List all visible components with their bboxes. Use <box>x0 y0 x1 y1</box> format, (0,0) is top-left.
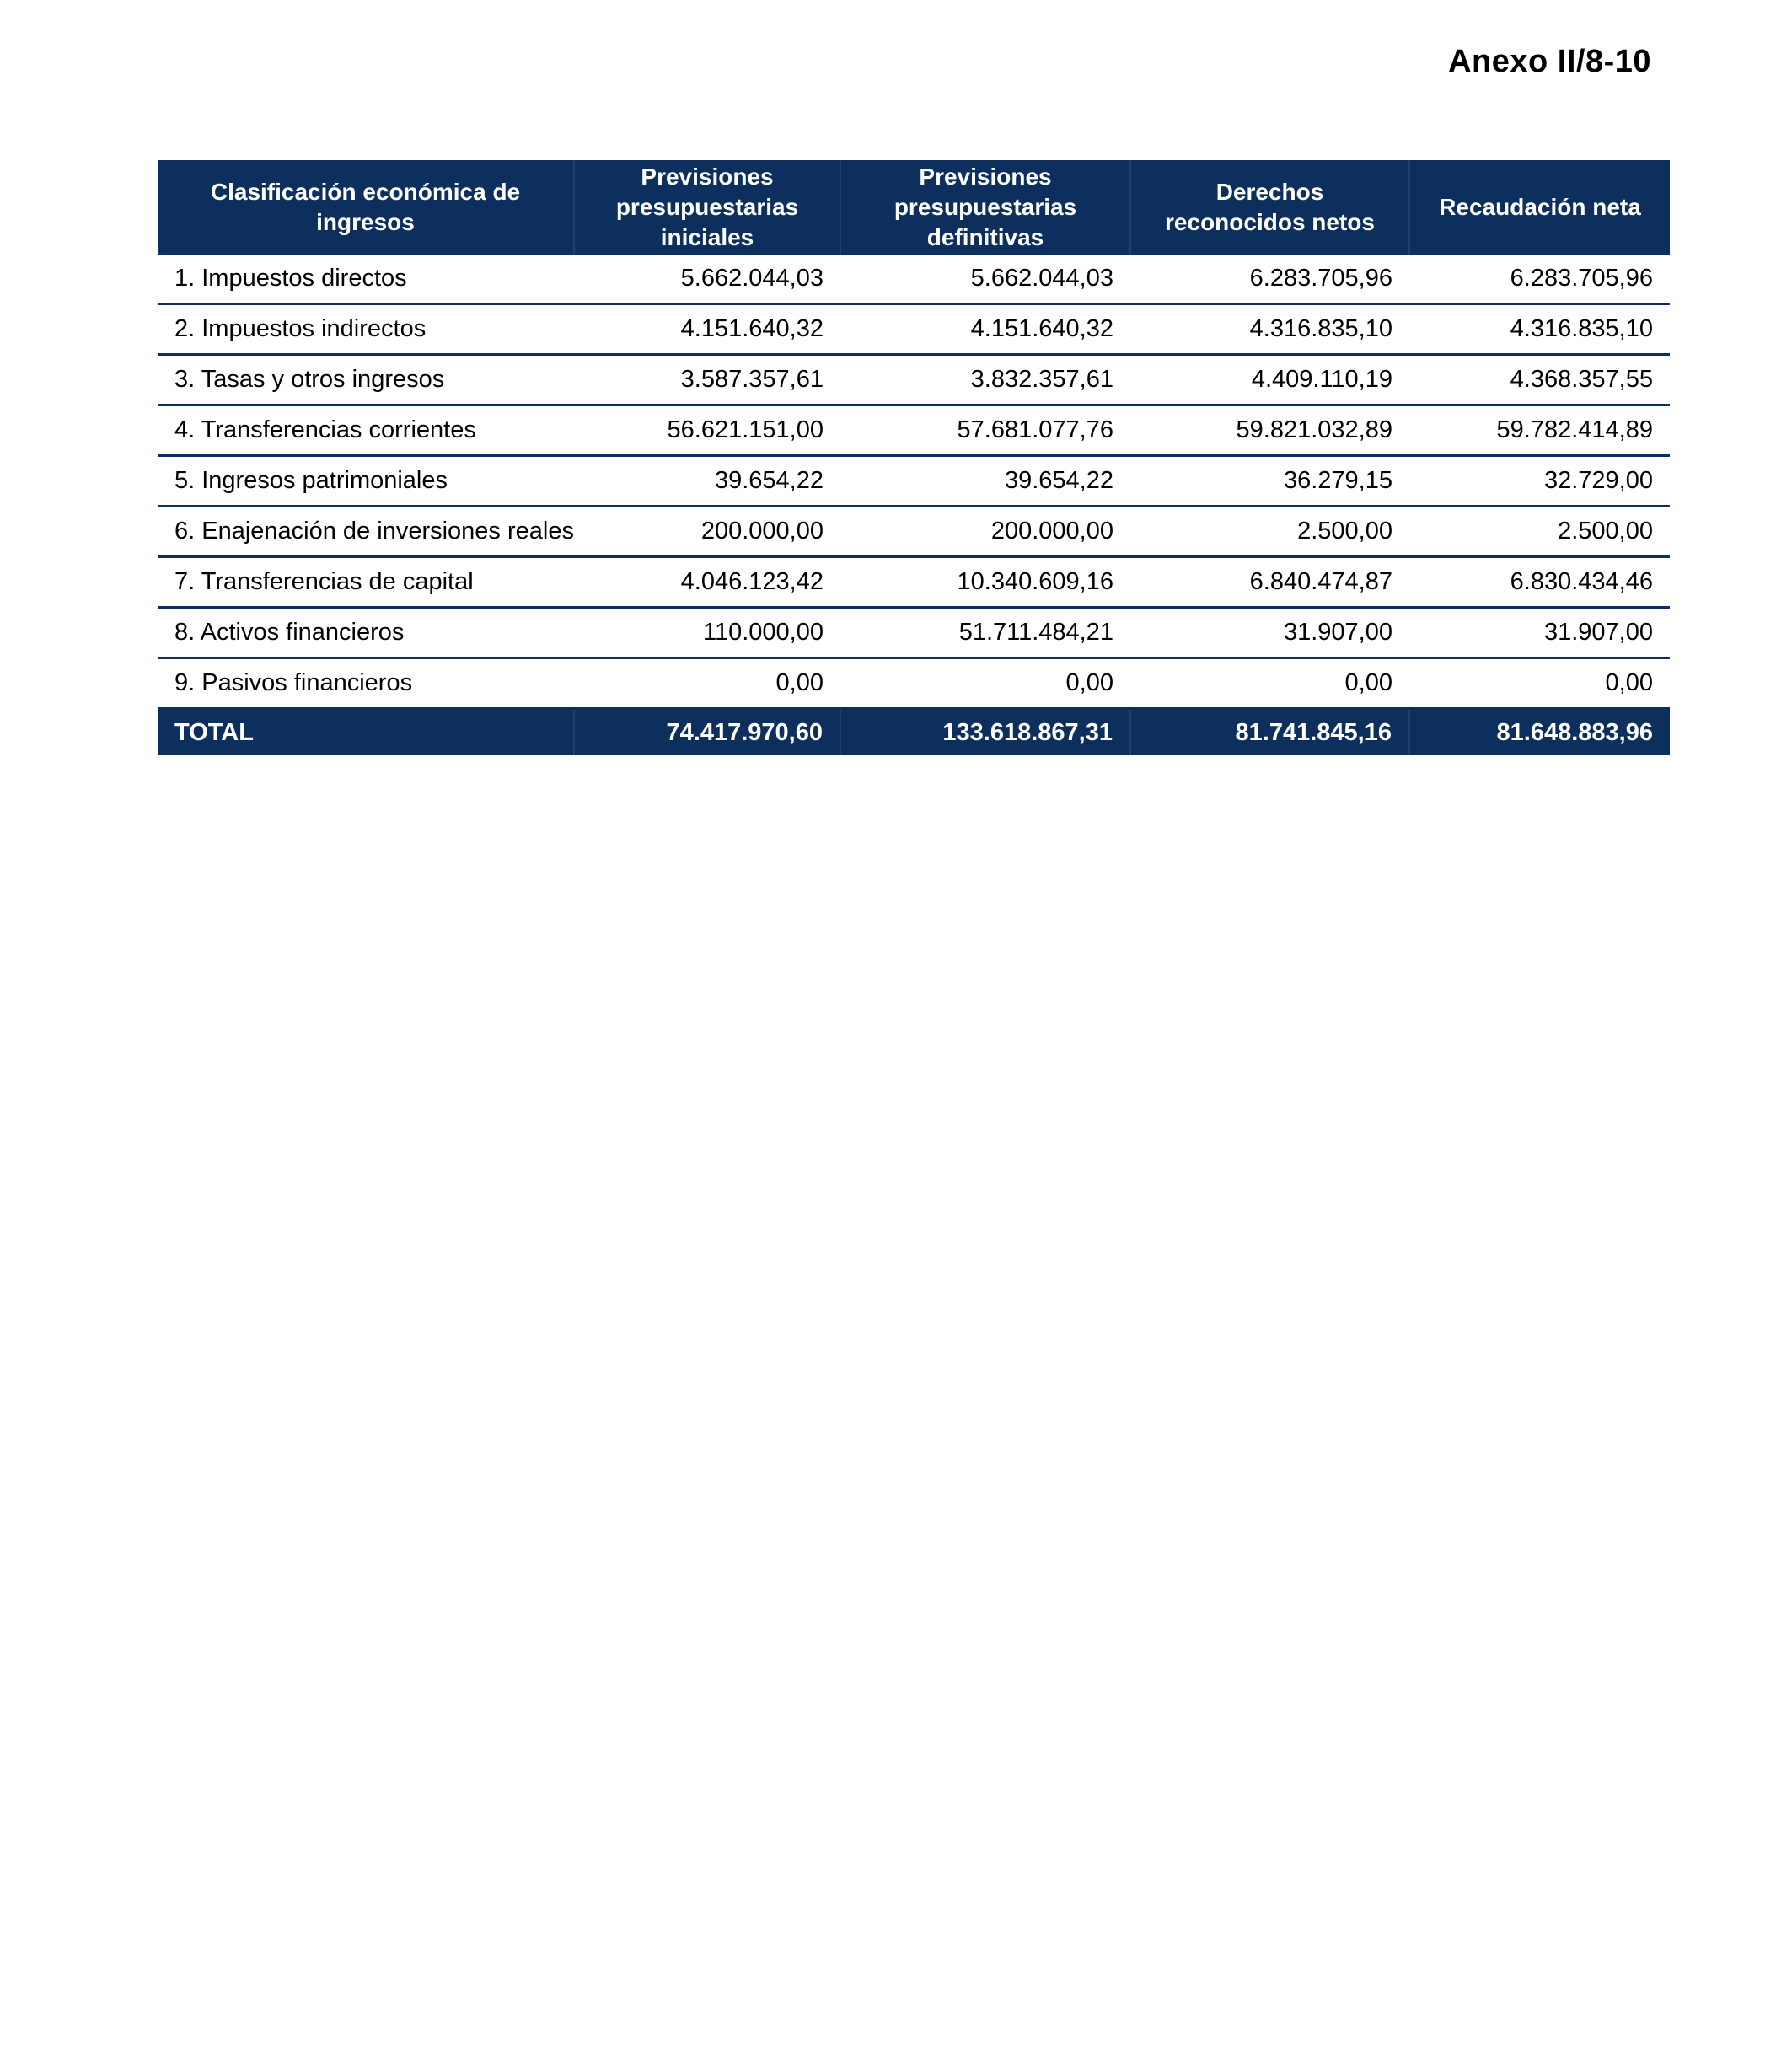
cell-recognized: 59.821.032,89 <box>1130 405 1409 456</box>
header-classification: Clasificación económica de ingresos <box>158 160 574 255</box>
total-final: 133.618.867,31 <box>840 709 1130 756</box>
cell-collection: 59.782.414,89 <box>1409 405 1670 456</box>
cell-collection: 31.907,00 <box>1409 608 1670 658</box>
cell-initial: 39.654,22 <box>574 456 840 507</box>
cell-final: 10.340.609,16 <box>840 557 1130 608</box>
cell-collection: 4.316.835,10 <box>1409 304 1670 355</box>
cell-collection: 4.368.357,55 <box>1409 355 1670 405</box>
cell-collection: 6.283.705,96 <box>1409 255 1670 304</box>
row-label: 3. Tasas y otros ingresos <box>158 355 574 405</box>
total-label: TOTAL <box>158 709 574 756</box>
cell-collection: 32.729,00 <box>1409 456 1670 507</box>
table-row <box>158 456 1670 507</box>
table-row <box>158 304 1670 355</box>
row-label: 1. Impuestos directos <box>158 255 574 304</box>
header-final-forecasts: Previsiones presupuestarias definitivas <box>840 160 1130 255</box>
row-label: 2. Impuestos indirectos <box>158 304 574 355</box>
cell-final: 3.832.357,61 <box>840 355 1130 405</box>
row-label: 7. Transferencias de capital <box>158 557 574 608</box>
total-collection: 81.648.883,96 <box>1409 709 1670 756</box>
cell-initial: 110.000,00 <box>574 608 840 658</box>
cell-final: 39.654,22 <box>840 456 1130 507</box>
cell-collection: 2.500,00 <box>1409 507 1670 557</box>
cell-final: 57.681.077,76 <box>840 405 1130 456</box>
cell-final: 5.662.044,03 <box>840 255 1130 304</box>
row-label: 4. Transferencias corrientes <box>158 405 574 456</box>
cell-initial: 56.621.151,00 <box>574 405 840 456</box>
row-label: 9. Pasivos financieros <box>158 658 574 709</box>
cell-recognized: 4.316.835,10 <box>1130 304 1409 355</box>
cell-final: 51.711.484,21 <box>840 608 1130 658</box>
cell-recognized: 36.279,15 <box>1130 456 1409 507</box>
table-row <box>158 405 1670 456</box>
table-row <box>158 557 1670 608</box>
total-row <box>158 709 1670 756</box>
income-classification-table <box>158 160 1670 755</box>
header-recognized-rights: Derechos reconocidos netos <box>1130 160 1409 255</box>
table-row <box>158 355 1670 405</box>
cell-initial: 5.662.044,03 <box>574 255 840 304</box>
cell-final: 4.151.640,32 <box>840 304 1130 355</box>
cell-initial: 0,00 <box>574 658 840 709</box>
table-row <box>158 608 1670 658</box>
cell-recognized: 0,00 <box>1130 658 1409 709</box>
table-header-row <box>158 160 1670 255</box>
cell-collection: 0,00 <box>1409 658 1670 709</box>
cell-final: 200.000,00 <box>840 507 1130 557</box>
cell-final: 0,00 <box>840 658 1130 709</box>
cell-recognized: 4.409.110,19 <box>1130 355 1409 405</box>
cell-recognized: 2.500,00 <box>1130 507 1409 557</box>
table-row <box>158 658 1670 709</box>
total-recognized: 81.741.845,16 <box>1130 709 1409 756</box>
cell-recognized: 6.840.474,87 <box>1130 557 1409 608</box>
cell-recognized: 31.907,00 <box>1130 608 1409 658</box>
cell-recognized: 6.283.705,96 <box>1130 255 1409 304</box>
row-label: 8. Activos financieros <box>158 608 574 658</box>
table-row <box>158 507 1670 557</box>
header-initial-forecasts: Previsiones presupuestarias iniciales <box>574 160 840 255</box>
total-initial: 74.417.970,60 <box>574 709 840 756</box>
header-net-collection: Recaudación neta <box>1409 160 1670 255</box>
cell-initial: 3.587.357,61 <box>574 355 840 405</box>
cell-initial: 4.046.123,42 <box>574 557 840 608</box>
row-label: 5. Ingresos patrimoniales <box>158 456 574 507</box>
cell-collection: 6.830.434,46 <box>1409 557 1670 608</box>
table-row <box>158 255 1670 304</box>
row-label: 6. Enajenación de inversiones reales <box>158 507 574 557</box>
cell-initial: 200.000,00 <box>574 507 840 557</box>
cell-initial: 4.151.640,32 <box>574 304 840 355</box>
annex-title: Anexo II/8-10 <box>1448 44 1651 79</box>
